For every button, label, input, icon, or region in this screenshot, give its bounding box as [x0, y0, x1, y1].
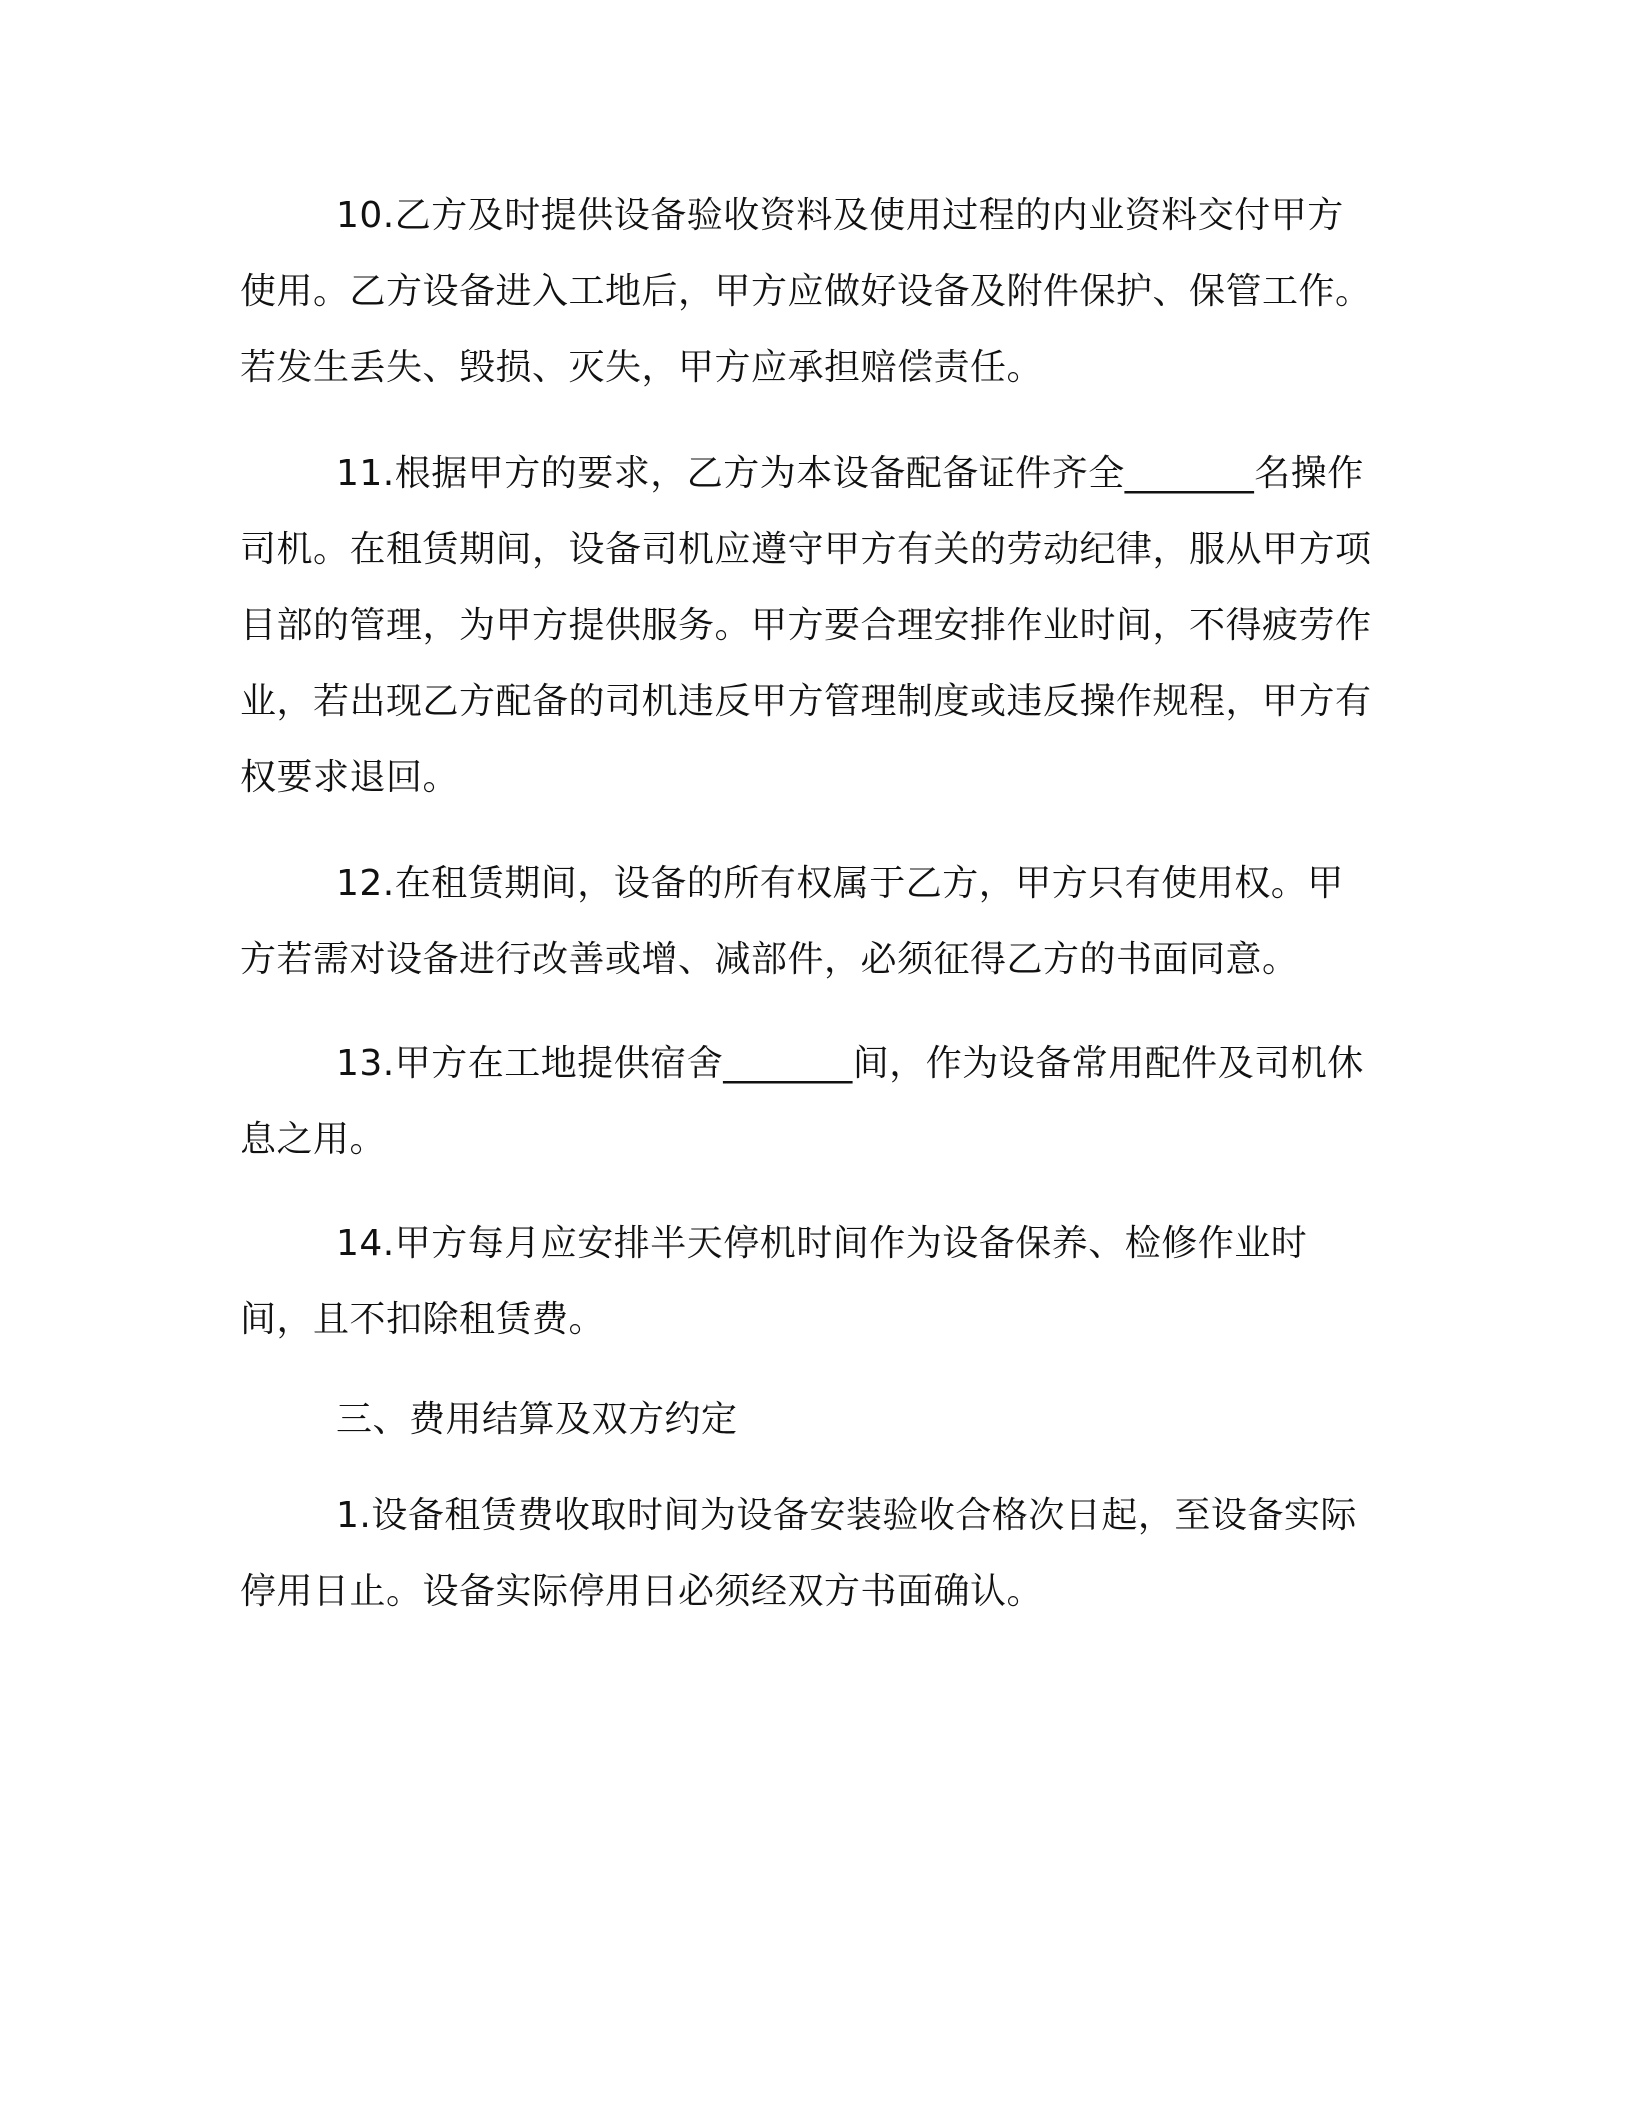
section-3-clause-1: 1.设备租赁费收取时间为设备安装验收合格次日起，至设备实际停用日止。设备实际停用日必须经双方书面确认。: [240, 1495, 1357, 1612]
clause-10: 10.乙方及时提供设备验收资料及使用过程的内业资料交付甲方使用。乙方设备进入工地后，甲方应做好设备及附件保护、保管工作。若发生丢失、毁损、灭失，甲方应承担赔偿责任。: [240, 195, 1372, 388]
clause-11: 11.根据甲方的要求，乙方为本设备配备证件齐全_______名操作司机。在租赁期间，设备司机应遵守甲方有关的劳动纪律，服从甲方项目部的管理，为甲方提供服务。甲方要合理安排作业时间，不得疲劳作业，若出现乙方配备的司机违反甲方管理制度或违反操作规程，甲方有权要求退回。: [240, 453, 1372, 798]
clause-12: 12.在租赁期间，设备的所有权属于乙方，甲方只有使用权。甲方若需对设备进行改善或增、减部件，必须征得乙方的书面同意。: [240, 863, 1344, 980]
clause-13: 13.甲方在工地提供宿舍_______间，作为设备常用配件及司机休息之用。: [240, 1043, 1364, 1160]
section-heading-3: 三、费用结算及双方约定: [336, 1399, 738, 1440]
clause-14: 14.甲方每月应安排半天停机时间作为设备保养、检修作业时间，且不扣除租赁费。: [240, 1223, 1308, 1340]
